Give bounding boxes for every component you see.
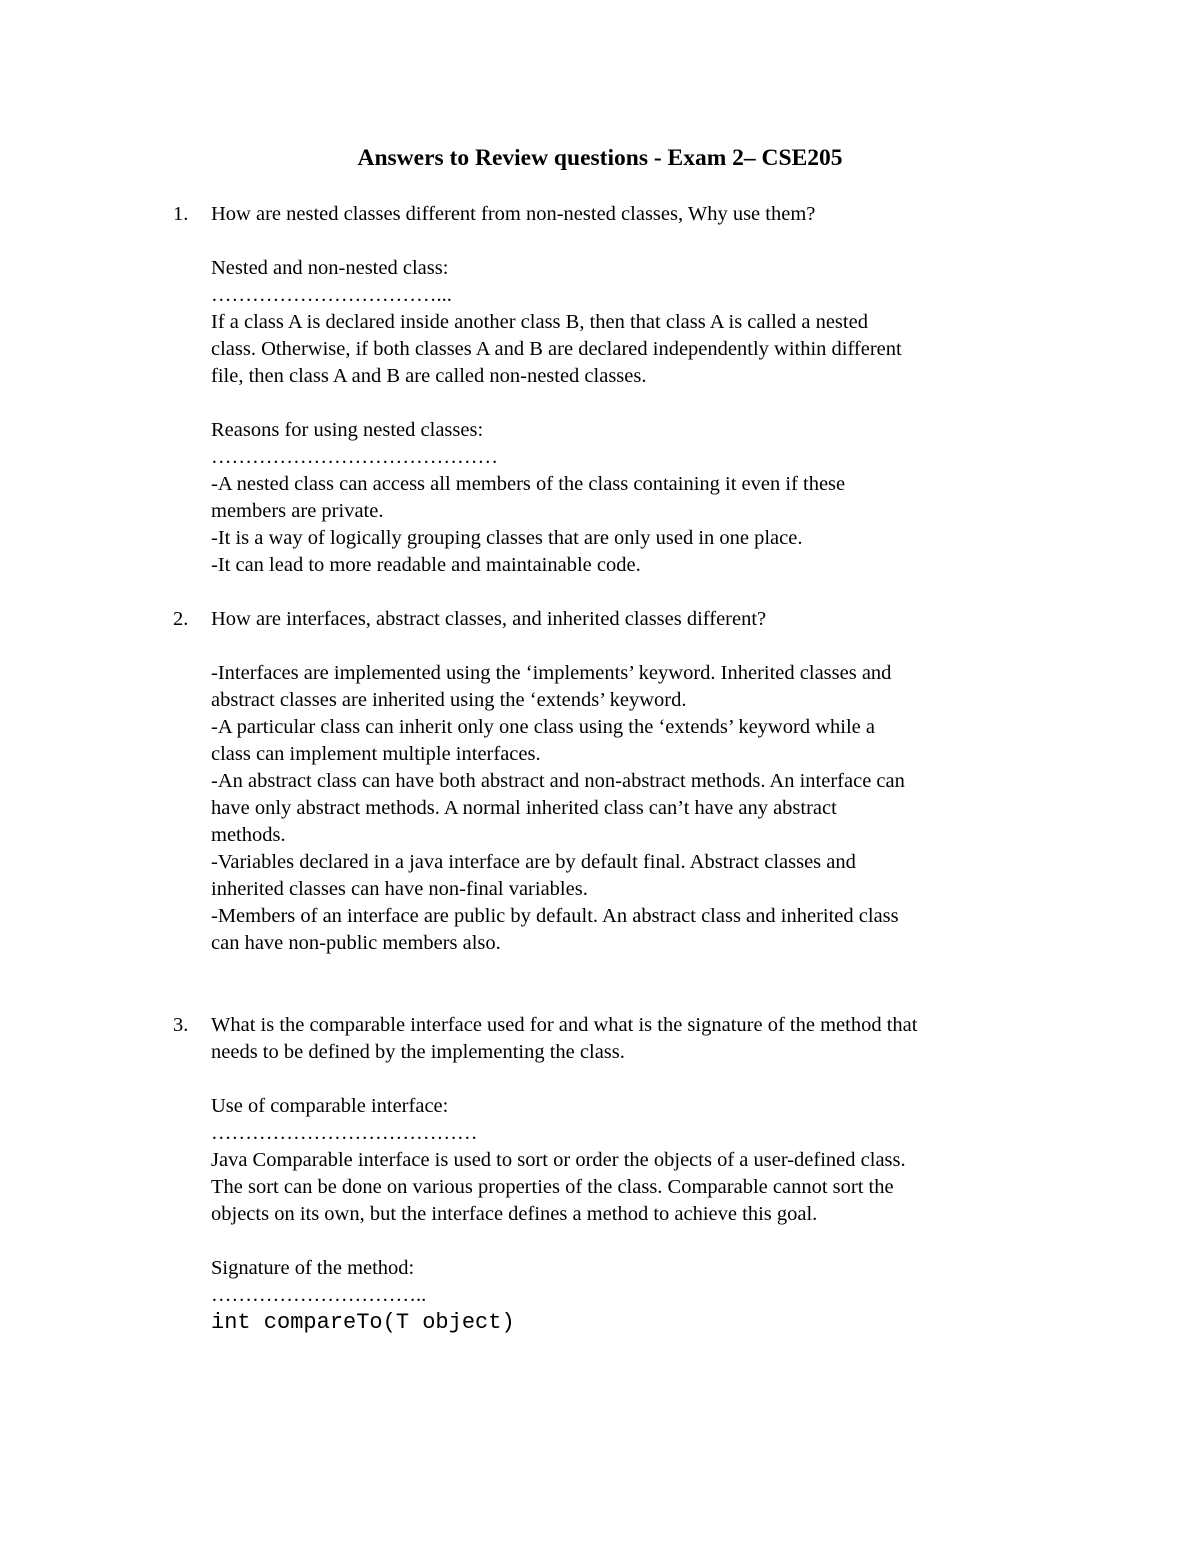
answer-line: class can implement multiple interfaces. (211, 743, 541, 765)
question-3-section2-dots: ………………………….. (211, 1284, 427, 1306)
answer-line: -A nested class can access all members of the class containing it even if these (211, 473, 846, 495)
answer-line: objects on its own, but the interface defines a method to achieve this goal. (211, 1203, 818, 1225)
answer-line: file, then class A and B are called non-nested classes. (211, 365, 647, 387)
question-1-section1-heading: Nested and non-nested class: (211, 257, 449, 279)
method-signature-code: int compareTo(T object) (211, 1310, 515, 1335)
question-2-number: 2. (173, 608, 189, 630)
answer-line: If a class A is declared inside another class B, then that class A is called a nested (211, 311, 868, 333)
answer-line: methods. (211, 824, 286, 846)
answer-line: The sort can be done on various properties of the class. Comparable cannot sort the (211, 1176, 894, 1198)
question-1-section2-dots: …………………………………… (211, 446, 498, 468)
question-1 (211, 201, 1041, 579)
question-3-number: 3. (173, 1014, 189, 1036)
answer-line: -Members of an interface are public by default. An abstract class and inherited class (211, 905, 899, 927)
question-3-text-line: needs to be defined by the implementing the class. (211, 1041, 625, 1063)
question-3-text-line: What is the comparable interface used for and what is the signature of the method that (211, 1014, 918, 1036)
question-1-section2-heading: Reasons for using nested classes: (211, 419, 484, 441)
answer-line: -An abstract class can have both abstract and non-abstract methods. An interface can (211, 770, 905, 792)
question-3-section1-dots: ………………………………… (211, 1122, 478, 1144)
question-1-section1-dots: ……………………………... (211, 284, 452, 306)
answer-line: can have non-public members also. (211, 932, 501, 954)
spacer (211, 390, 1041, 417)
question-1-text: How are nested classes different from non-nested classes, Why use them? (211, 203, 816, 225)
spacer (211, 1228, 1041, 1255)
question-2 (211, 606, 1041, 957)
answer-line: class. Otherwise, if both classes A and B are declared independently within different (211, 338, 902, 360)
answer-line: abstract classes are inherited using the ‘extends’ keyword. (211, 689, 687, 711)
spacer (211, 228, 1041, 255)
answer-line: -It is a way of logically grouping classes that are only used in one place. (211, 527, 803, 549)
page-title: Answers to Review questions - Exam 2– CSE205 (357, 145, 843, 171)
answer-line: -It can lead to more readable and maintainable code. (211, 554, 641, 576)
answer-line: -Interfaces are implemented using the ‘implements’ keyword. Inherited classes and (211, 662, 892, 684)
answer-line: Java Comparable interface is used to sort or order the objects of a user-defined class. (211, 1149, 906, 1171)
answer-line: members are private. (211, 500, 384, 522)
spacer (211, 1066, 1041, 1093)
answer-line: inherited classes can have non-final variables. (211, 878, 588, 900)
answer-line: have only abstract methods. A normal inherited class can’t have any abstract (211, 797, 837, 819)
answer-line: -Variables declared in a java interface are by default final. Abstract classes and (211, 851, 856, 873)
question-3 (211, 1012, 1041, 1336)
question-3-section2-heading: Signature of the method: (211, 1257, 415, 1279)
question-3-section1-heading: Use of comparable interface: (211, 1095, 449, 1117)
spacer (211, 633, 1041, 660)
answer-line: -A particular class can inherit only one class using the ‘extends’ keyword while a (211, 716, 875, 738)
question-1-number: 1. (173, 203, 189, 225)
question-2-text: How are interfaces, abstract classes, and inherited classes different? (211, 608, 767, 630)
